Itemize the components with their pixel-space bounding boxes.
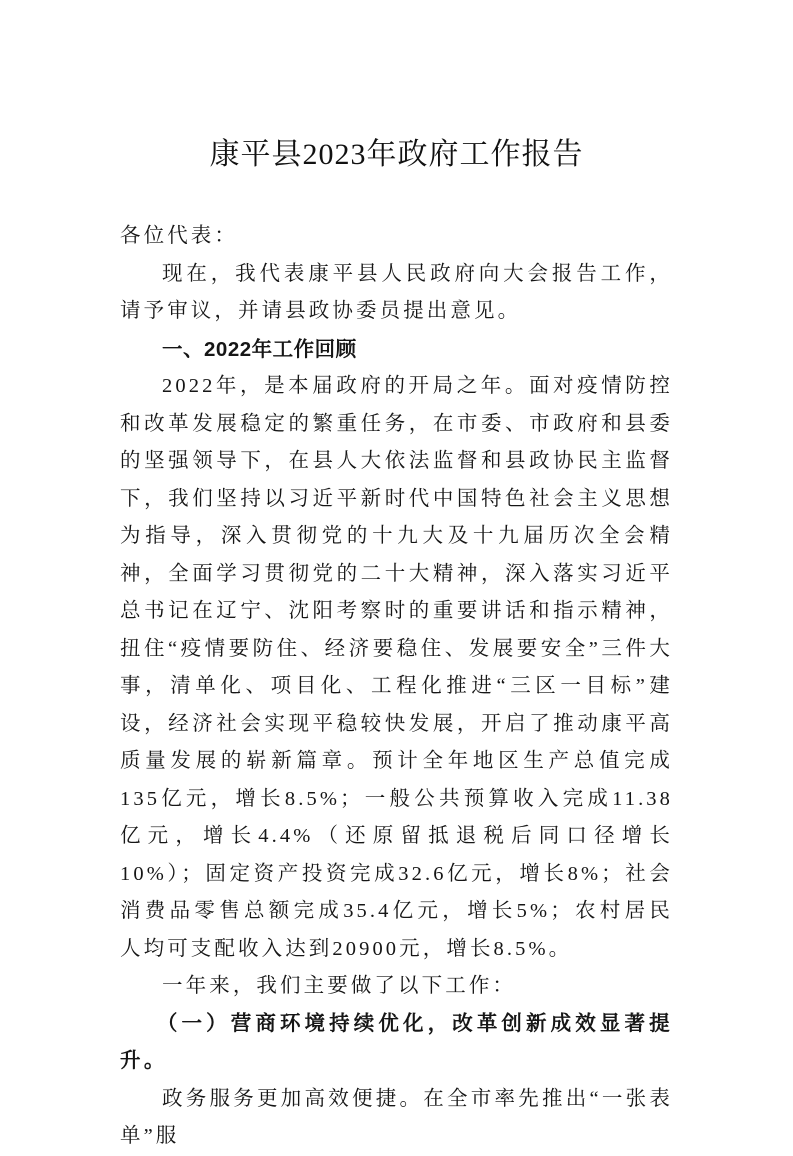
subsection-heading: （一）营商环境持续优化，改革创新成效显著提升。 (120, 1012, 673, 1072)
section-heading: 一、2022年工作回顾 (162, 337, 357, 361)
subsection-paragraph: 政务服务更加高效便捷。在全市率先推出“一张表单”服 (120, 1087, 673, 1147)
work-intro-paragraph: 一年来，我们主要做了以下工作： (162, 975, 517, 997)
salutation: 各位代表： (120, 225, 238, 247)
section-paragraph: 2022年，是本届政府的开局之年。面对疫情防控和改革发展稳定的繁重任务，在市委、市政府和县委的坚强领导下，在县人大依法监督和县政协民主监督下，我们坚持以习近平新时代中国特色社会主义思想为指导，深入贯彻党的十九大及十九届历次全会精神，全面学习贯彻党的二十大精神，深入落实习近平总书记在辽宁、沈阳考察时的重要讲话和指示精神，扭住“疫情要防住、经济要稳住、发展要安全”三件大事，清单化、项目化、工程化推进“三区一目标”建设，经济社会实现平稳较快发展，开启了推动康平高质量发展的崭新篇章。预计全年地区生产总值完成135亿元，增长8.5%；一般公共预算收入完成11.38亿元，增长4.4%（还原留抵退税后同口径增长10%）；固定资产投资完成32.6亿元，增长8%；社会消费品零售总额完成35.4亿元，增长5%；农村居民人均可支配收入达到20900元，增长8.5%。 (120, 375, 673, 960)
document-title: 康平县2023年政府工作报告 (209, 138, 584, 171)
intro-paragraph: 现在，我代表康平县人民政府向大会报告工作，请予审议，并请县政协委员提出意见。 (120, 262, 673, 322)
document-body (120, 218, 673, 1156)
